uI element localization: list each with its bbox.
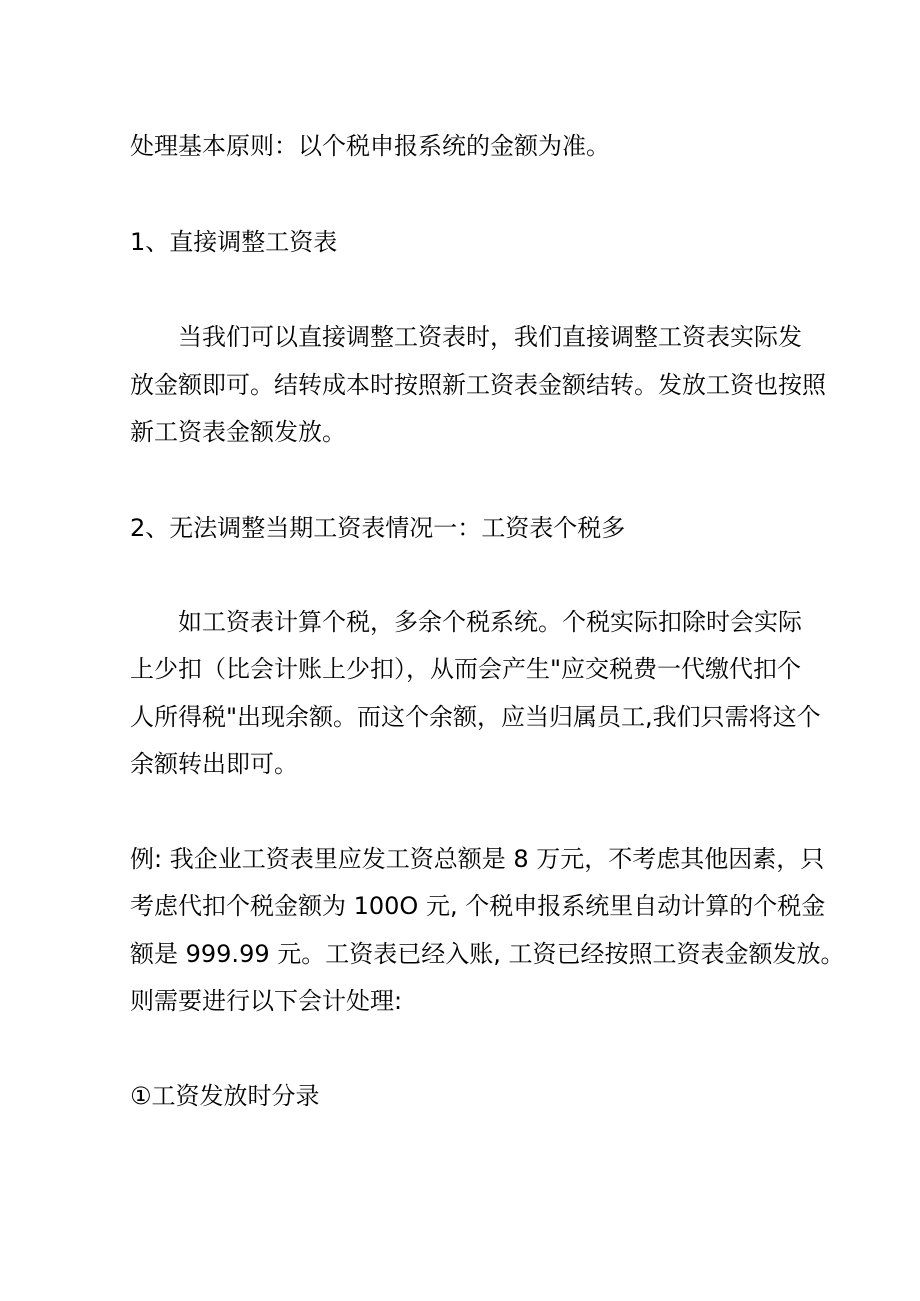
section1-paragraph-line-3: 新工资表金额发放。 <box>130 418 346 446</box>
example-line-3: 额是 999.99 元。工资表已经入账, 工资已经按照工资表金额发放。 <box>130 940 845 968</box>
section2-paragraph-line-4: 余额转出即可。 <box>130 750 298 778</box>
section2-paragraph-line-2: 上少扣（比会计账上少扣），从而会产生"应交税费一代缴代扣个 <box>130 655 802 683</box>
section2-paragraph-line-1: 如工资表计算个税，多余个税系统。个税实际扣除时会实际 <box>178 608 802 636</box>
example-line-2: 考虑代扣个税金额为 100O 元, 个税申报系统里自动计算的个税金 <box>130 892 826 920</box>
section2-paragraph-line-3: 人所得税"出现余额。而这个余额，应当归属员工,我们只需将这个 <box>130 703 821 731</box>
example-line-4: 则需要进行以下会计处理: <box>130 987 403 1015</box>
step1-heading: ①工资发放时分录 <box>130 1082 320 1110</box>
principle-line: 处理基本原则：以个税申报系统的金额为准。 <box>130 132 610 160</box>
section1-paragraph-line-2: 放金额即可。结转成本时按照新工资表金额结转。发放工资也按照 <box>130 371 826 399</box>
example-line-1: 例: 我企业工资表里应发工资总额是 8 万元，不考虑其他因素，只 <box>130 845 825 873</box>
section1-heading: 1、直接调整工资表 <box>130 228 338 256</box>
section1-paragraph-line-1: 当我们可以直接调整工资表时，我们直接调整工资表实际发 <box>178 323 802 351</box>
section2-heading: 2、无法调整当期工资表情况一：工资表个税多 <box>130 514 626 542</box>
